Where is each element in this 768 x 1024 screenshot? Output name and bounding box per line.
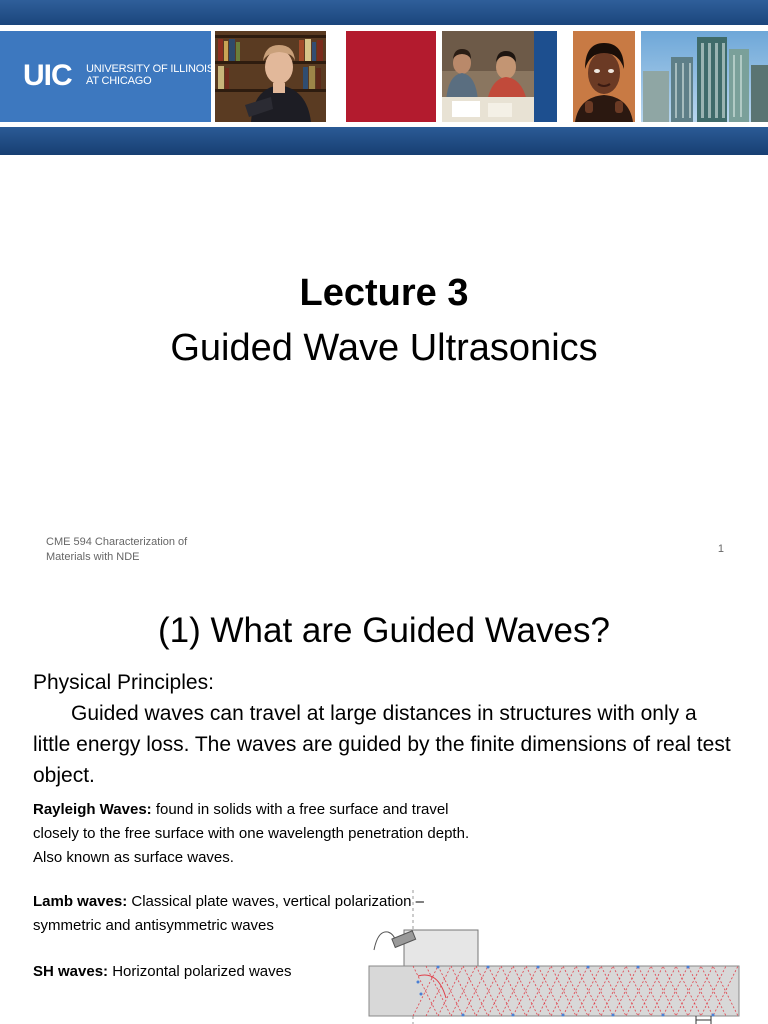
- banner-top-bar: [0, 0, 768, 25]
- slide-title: (1) What are Guided Waves?: [158, 611, 610, 650]
- content-slide: [0, 578, 768, 1024]
- photo-professor-books: [215, 31, 326, 122]
- logo-mark: UIC: [23, 59, 72, 92]
- logo-line-1: UNIVERSITY OF ILLINOIS: [86, 63, 215, 75]
- section-heading: Physical Principles:: [33, 671, 214, 694]
- logo-text: [86, 63, 214, 87]
- uic-logo: [0, 31, 215, 122]
- definition-term: Rayleigh Waves:: [33, 801, 152, 818]
- guided-wave-diagram: [366, 890, 742, 1024]
- course-footer: [46, 535, 226, 565]
- definition-text: Horizontal polarized waves: [112, 963, 292, 980]
- banner-navy-block: [534, 31, 557, 122]
- lecture-title: Lecture 3: [299, 272, 469, 314]
- photo-woman-portrait: [573, 31, 635, 122]
- photo-students-table: [442, 31, 534, 122]
- definition-term: SH waves:: [33, 963, 109, 980]
- lecture-subtitle: Guided Wave Ultrasonics: [170, 327, 598, 369]
- course-footer-line-2: Materials with NDE: [46, 551, 140, 563]
- banner-bottom-bar: [0, 127, 768, 155]
- banner-red-block: [346, 31, 436, 122]
- definition-text: Classical plate waves, vertical polarization – symmetric and antisymmetric waves: [33, 893, 425, 934]
- intro-paragraph: Guided waves can travel at large distances in structures with only a little energy loss. The waves are guided by the finite dimensions of real test object.: [33, 702, 731, 787]
- photo-city-skyline: [641, 31, 768, 122]
- definition-term: Lamb waves:: [33, 893, 128, 910]
- course-footer-line-1: CME 594 Characterization of: [46, 536, 188, 548]
- definition-rayleigh: [33, 798, 493, 870]
- definition-text: found in solids with a free surface and travel closely to the free surface with one wavelength penetration depth. Also known as surface waves.: [33, 801, 470, 866]
- logo-line-2: AT CHICAGO: [86, 75, 152, 87]
- page-number: 1: [717, 543, 724, 555]
